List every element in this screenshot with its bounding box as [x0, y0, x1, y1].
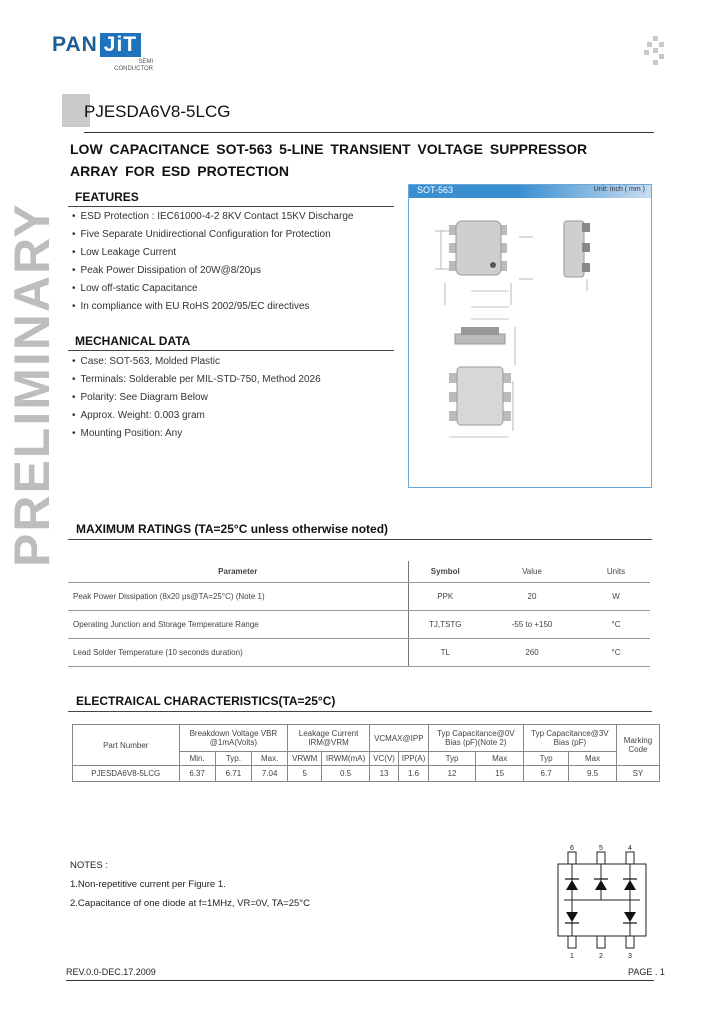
package-unit: Unit: inch ( mm ): [593, 186, 645, 193]
sub-header: Typ: [523, 752, 568, 766]
notes-section: [70, 856, 310, 913]
preliminary-watermark: PRELIMINARY: [4, 202, 60, 567]
sub-header: IRWM(mA): [322, 752, 370, 766]
mechanical-item: • Case: SOT-563, Molded Plastic: [72, 353, 402, 371]
pin-label: 3: [628, 953, 632, 960]
table-cell: 13: [369, 766, 398, 782]
column-header: Units: [582, 561, 650, 583]
table-cell: 15: [476, 766, 524, 782]
part-number-underline: [84, 132, 654, 133]
table-row: [68, 611, 650, 639]
table-cell: 12: [428, 766, 476, 782]
features-heading: FEATURES: [75, 190, 139, 204]
revision-label: REV.0.0-DEC.17.2009: [66, 967, 156, 977]
mechanical-item: • Approx. Weight: 0.003 gram: [72, 407, 402, 425]
table-row: [73, 766, 660, 782]
sub-header: Max: [476, 752, 524, 766]
mechanical-heading: MECHANICAL DATA: [75, 334, 191, 348]
electrical-divider: [68, 711, 652, 712]
column-header: Part Number: [73, 725, 180, 766]
table-cell: 6.7: [523, 766, 568, 782]
logo-brand-accent: JiT: [100, 33, 141, 57]
package-header-bar: [409, 185, 651, 198]
electrical-heading: ELECTRAICAL CHARACTERISTICS(TA=25°C): [76, 694, 336, 708]
pin-label: 4: [628, 845, 632, 852]
title-line-2: ARRAY FOR ESD PROTECTION: [70, 163, 290, 179]
feature-item: • ESD Protection : IEC61000-4-2 8KV Contact 15KV Discharge: [72, 208, 402, 226]
footer-divider: [66, 980, 654, 981]
mechanical-item: • Terminals: Solderable per MIL-STD-750, Method 2026: [72, 371, 402, 389]
sub-header: Typ: [428, 752, 476, 766]
table-cell: Peak Power Dissipation (8x20 μs@TA=25°C) (Note 1): [68, 583, 408, 611]
table-header-row: [68, 561, 650, 583]
package-label: SOT-563: [417, 185, 454, 195]
logo-brand: PAN: [52, 33, 98, 56]
max-ratings-heading: MAXIMUM RATINGS (TA=25°C unless otherwise noted): [76, 522, 389, 536]
diode-array-schematic: [548, 842, 660, 960]
package-outline-drawing: [409, 199, 651, 487]
pin-label: 1: [570, 953, 574, 960]
table-cell: TL: [408, 639, 482, 667]
table-cell: PJESDA6V8-5LCG: [73, 766, 180, 782]
column-header: Typ Capacitance@0V Bias (pF)(Note 2): [428, 725, 523, 752]
panjit-logo: [52, 33, 141, 57]
table-row: [68, 639, 650, 667]
table-cell: TJ,TSTG: [408, 611, 482, 639]
table-header-row: [73, 725, 660, 752]
table-cell: -55 to +150: [482, 611, 582, 639]
table-row: [68, 583, 650, 611]
logo-subtitle-1: SEMI: [138, 59, 153, 65]
column-header: Typ Capacitance@3V Bias (pF): [523, 725, 616, 752]
feature-item: • Peak Power Dissipation of 20W@8/20μs: [72, 262, 402, 280]
pin-label: 2: [599, 953, 603, 960]
table-cell: 9.5: [569, 766, 617, 782]
column-header: Marking Code: [616, 725, 659, 766]
electrical-table: [72, 724, 660, 782]
sub-header: VRWM: [288, 752, 322, 766]
sub-header: IPP(A): [399, 752, 428, 766]
table-cell: PPK: [408, 583, 482, 611]
table-cell: 6.37: [179, 766, 215, 782]
table-cell: 0.5: [322, 766, 370, 782]
max-ratings-divider: [68, 539, 652, 540]
feature-item: • Low off-static Capacitance: [72, 280, 402, 298]
pin-label: 5: [599, 845, 603, 852]
column-header: Breakdown Voltage VBR @1mA(Volts): [179, 725, 288, 752]
logo-subtitle: [107, 59, 153, 73]
mechanical-item: • Mounting Position: Any: [72, 425, 402, 443]
logo-subtitle-2: CONDUCTOR: [114, 66, 153, 72]
features-divider: [68, 206, 394, 207]
corner-dots-decoration: [644, 36, 666, 66]
column-header: Symbol: [408, 561, 482, 583]
table-cell: 5: [288, 766, 322, 782]
table-cell: °C: [582, 639, 650, 667]
notes-heading: NOTES :: [70, 860, 109, 871]
table-cell: 1.6: [399, 766, 428, 782]
table-cell: 7.04: [252, 766, 288, 782]
table-cell: 6.71: [215, 766, 251, 782]
pin-circuit-diagram: [548, 842, 660, 960]
column-header: Value: [482, 561, 582, 583]
note-item: 2.Capacitance of one diode at f=1MHz, VR=0V, TA=25°C: [70, 898, 310, 909]
feature-item: • In compliance with EU RoHS 2002/95/EC directives: [72, 298, 402, 316]
sub-header: Min.: [179, 752, 215, 766]
pin-label: 6: [570, 845, 574, 852]
column-header: VCMAX@IPP: [369, 725, 428, 752]
sub-header: Max: [569, 752, 617, 766]
sub-header: VC(V): [369, 752, 398, 766]
table-cell: SY: [616, 766, 659, 782]
package-drawing-box: [408, 184, 652, 488]
mechanical-list: [72, 353, 402, 443]
sub-header: Max.: [252, 752, 288, 766]
note-item: 1.Non-repetitive current per Figure 1.: [70, 879, 226, 890]
feature-item: • Low Leakage Current: [72, 244, 402, 262]
features-list: [72, 208, 402, 316]
table-cell: W: [582, 583, 650, 611]
document-title: [70, 138, 650, 182]
table-cell: 260: [482, 639, 582, 667]
column-header: Leakage Current IRM@VRM: [288, 725, 370, 752]
table-cell: Operating Junction and Storage Temperature Range: [68, 611, 408, 639]
table-cell: Lead Solder Temperature (10 seconds duration): [68, 639, 408, 667]
sub-header: Typ.: [215, 752, 251, 766]
part-number: PJESDA6V8-5LCG: [84, 102, 231, 121]
title-line-1: LOW CAPACITANCE SOT-563 5-LINE TRANSIENT VOLTAGE SUPPRESSOR: [70, 141, 588, 157]
table-cell: °C: [582, 611, 650, 639]
feature-item: • Five Separate Unidirectional Configuration for Protection: [72, 226, 402, 244]
mechanical-divider: [68, 350, 394, 351]
mechanical-item: • Polarity: See Diagram Below: [72, 389, 402, 407]
column-header: Parameter: [68, 561, 408, 583]
table-cell: 20: [482, 583, 582, 611]
page-number: PAGE . 1: [628, 967, 665, 977]
max-ratings-table: [68, 561, 650, 667]
